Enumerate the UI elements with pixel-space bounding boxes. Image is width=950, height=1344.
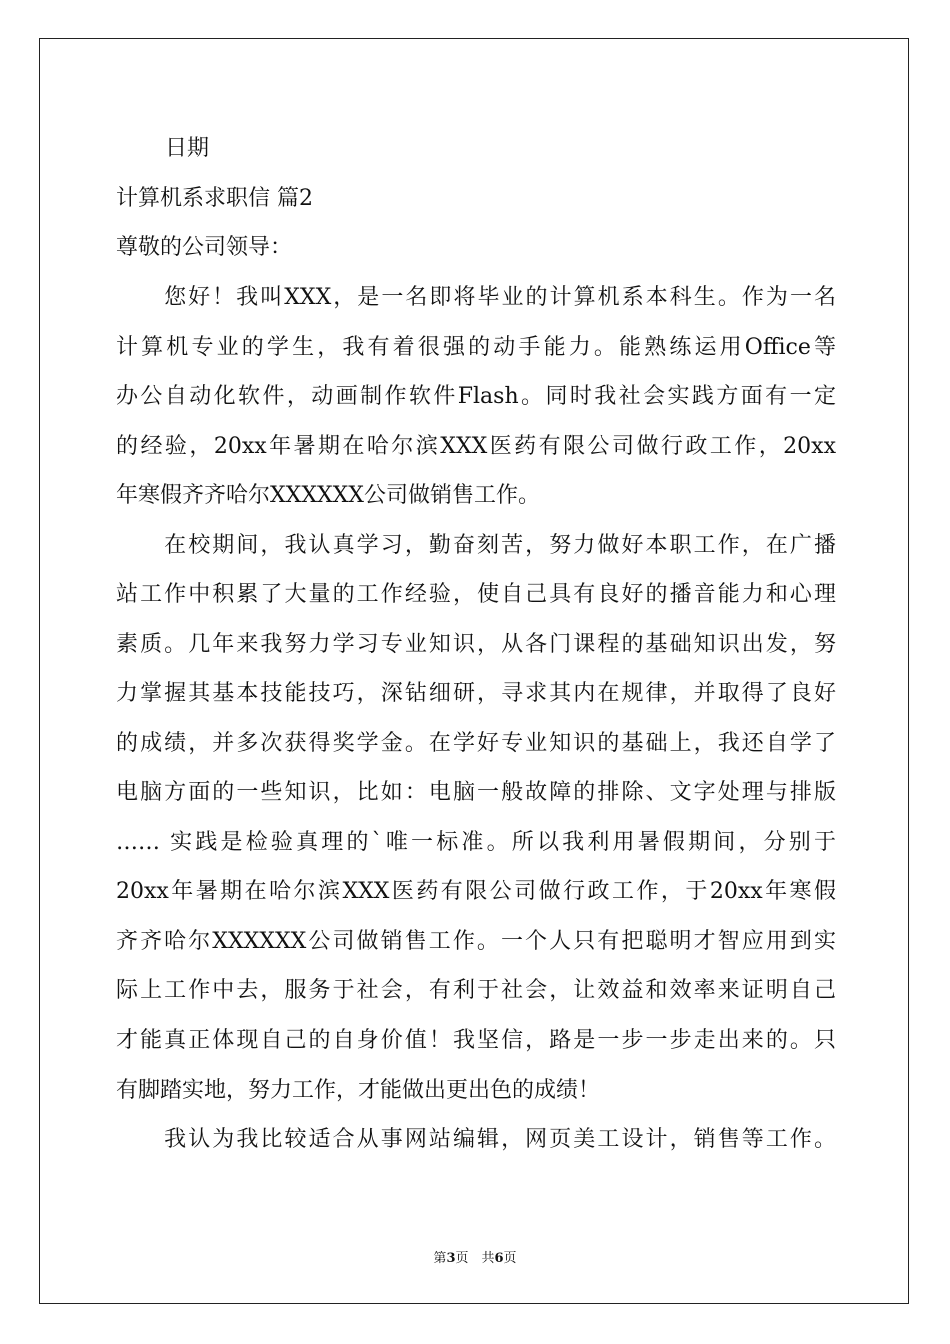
page-border — [39, 38, 909, 1304]
body-line: 站工作中积累了大量的工作经验，使自己具有良好的播音能力和心理 — [116, 582, 836, 607]
body-line: …… 实践是检验真理的`唯一标准。所以我利用暑假期间，分别于 — [116, 830, 836, 855]
body-line: 计算机专业的学生，我有着很强的动手能力。能熟练运用Office等 — [116, 335, 836, 360]
section-title: 计算机系求职信 篇2 — [116, 186, 313, 211]
body-line: 际上工作中去，服务于社会，有利于社会，让效益和效率来证明自己 — [116, 978, 836, 1003]
page-prefix: 第 — [433, 1251, 447, 1266]
body-line: 我认为我比较适合从事网站编辑，网页美工设计，销售等工作。 — [116, 1127, 836, 1152]
body-line: 素质。几年来我努力学习专业知识，从各门课程的基础知识出发，努 — [116, 632, 836, 657]
body-line: 20xx年暑期在哈尔滨XXX医药有限公司做行政工作，于20xx年寒假 — [116, 879, 836, 904]
body-line: 齐齐哈尔XXXXXX公司做销售工作。一个人只有把聪明才智应用到实 — [116, 929, 836, 954]
date-label: 日期 — [165, 136, 210, 161]
page-mid: 页 共 — [455, 1251, 495, 1266]
body-line: 您好！我叫XXX，是一名即将毕业的计算机系本科生。作为一名 — [116, 285, 836, 310]
body-line: 年寒假齐齐哈尔XXXXXX公司做销售工作。 — [116, 483, 540, 508]
body-line: 在校期间，我认真学习，勤奋刻苦，努力做好本职工作，在广播 — [116, 533, 836, 558]
body-line: 的成绩，并多次获得奖学金。在学好专业知识的基础上，我还自学了 — [116, 731, 836, 756]
page-suffix: 页 — [503, 1251, 517, 1266]
page-number: 3 — [446, 1251, 456, 1266]
body-line: 力掌握其基本技能技巧，深钻细研，寻求其内在规律，并取得了良好 — [116, 681, 836, 706]
body-line: 才能真正体现自己的自身价值！我坚信，路是一步一步走出来的。只 — [116, 1028, 836, 1053]
body-line: 电脑方面的一些知识，比如：电脑一般故障的排除、文字处理与排版 — [116, 780, 836, 805]
body-line: 的经验，20xx年暑期在哈尔滨XXX医药有限公司做行政工作，20xx — [116, 434, 836, 459]
page-footer — [0, 1247, 950, 1266]
salutation: 尊敬的公司领导： — [116, 235, 293, 260]
page-total: 6 — [494, 1251, 504, 1266]
body-line: 办公自动化软件，动画制作软件Flash。同时我社会实践方面有一定 — [116, 384, 836, 409]
body-line: 有脚踏实地，努力工作，才能做出更出色的成绩！ — [116, 1078, 601, 1103]
